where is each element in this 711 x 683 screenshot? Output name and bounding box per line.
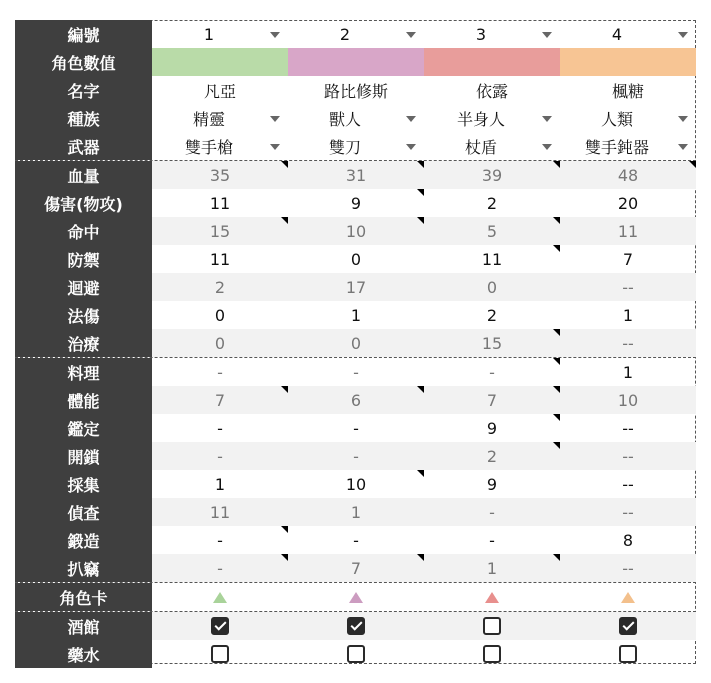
row-header: 酒館 xyxy=(15,612,152,640)
card-cell[interactable] xyxy=(288,583,424,611)
cell-value: -- xyxy=(622,418,634,438)
row-header: 角色卡 xyxy=(15,583,152,611)
row-scout xyxy=(15,498,696,526)
appr-cell[interactable] xyxy=(560,414,696,442)
cell-value: -- xyxy=(622,474,634,494)
heal-cell[interactable] xyxy=(424,329,560,357)
row-mag xyxy=(15,301,696,329)
card-triangle-icon xyxy=(621,592,635,603)
card-cell[interactable] xyxy=(152,583,288,611)
atk-cell[interactable] xyxy=(424,189,560,217)
comment-marker-icon[interactable] xyxy=(553,442,560,449)
comment-marker-icon[interactable] xyxy=(553,329,560,336)
name-cell[interactable]: 楓糖 xyxy=(611,81,644,101)
cell-value: 1 xyxy=(486,558,498,578)
dropdown-arrow-icon[interactable] xyxy=(678,144,688,150)
row-eva xyxy=(15,273,696,301)
eva-cell[interactable] xyxy=(288,273,424,301)
color-swatch xyxy=(288,48,424,76)
row-potion xyxy=(15,640,696,668)
cell-value: 杖盾 xyxy=(464,137,497,157)
name-cell[interactable]: 依露 xyxy=(475,81,508,101)
def-cell[interactable] xyxy=(288,245,424,273)
eva-cell[interactable] xyxy=(424,273,560,301)
color-cell[interactable] xyxy=(424,48,560,76)
comment-marker-icon[interactable] xyxy=(553,554,560,561)
cell-value: 15 xyxy=(481,333,503,353)
potion-checkbox[interactable] xyxy=(619,645,637,663)
forge-cell[interactable] xyxy=(560,526,696,554)
row-heal xyxy=(15,329,696,358)
cell-value: 35 xyxy=(209,165,231,185)
atk-cell[interactable] xyxy=(560,189,696,217)
cell-value: 31 xyxy=(345,165,367,185)
card-triangle-icon xyxy=(485,592,499,603)
cell-value: 48 xyxy=(617,165,639,185)
potion-checkbox[interactable] xyxy=(483,645,501,663)
cell-value: 1 xyxy=(350,305,362,325)
cell-value: - xyxy=(353,530,359,550)
lock-cell[interactable] xyxy=(424,442,560,470)
cell-value: -- xyxy=(622,333,634,353)
cell-value: 獸人 xyxy=(328,109,361,129)
stam-cell[interactable] xyxy=(424,386,560,414)
color-cell[interactable] xyxy=(288,48,424,76)
appr-cell[interactable] xyxy=(288,414,424,442)
cell-value: 9 xyxy=(486,418,498,438)
row-header: 鑑定 xyxy=(15,414,152,442)
cell-value: 半身人 xyxy=(456,109,505,129)
cell-value: - xyxy=(489,502,495,522)
def-cell[interactable] xyxy=(152,245,288,273)
comment-marker-icon[interactable] xyxy=(417,189,424,196)
row-forge xyxy=(15,526,696,554)
scout-cell[interactable] xyxy=(288,498,424,526)
row-tavern xyxy=(15,612,696,640)
cook-cell[interactable] xyxy=(424,358,560,386)
cook-cell[interactable] xyxy=(288,358,424,386)
cell-value: -- xyxy=(622,277,634,297)
row-header: 種族 xyxy=(15,104,152,132)
cell-value: 9 xyxy=(350,193,362,213)
cell-value: 1 xyxy=(622,305,634,325)
card-cell[interactable] xyxy=(560,583,696,611)
scout-cell[interactable] xyxy=(424,498,560,526)
dropdown-arrow-icon[interactable] xyxy=(542,144,552,150)
row-header: 迴避 xyxy=(15,273,152,301)
row-color xyxy=(15,48,696,76)
cell-value: 0 xyxy=(350,333,362,353)
cook-cell[interactable] xyxy=(152,358,288,386)
row-header: 偵查 xyxy=(15,498,152,526)
steal-cell[interactable] xyxy=(560,554,696,582)
cell-value: 11 xyxy=(617,221,639,241)
tavern-cell xyxy=(152,612,288,640)
cell-value: -- xyxy=(622,446,634,466)
stam-cell[interactable] xyxy=(152,386,288,414)
scout-cell[interactable] xyxy=(560,498,696,526)
hp-cell[interactable] xyxy=(560,161,696,189)
cell-value: 11 xyxy=(481,249,503,269)
cell-value: 1 xyxy=(350,502,362,522)
comment-marker-icon[interactable] xyxy=(553,217,560,224)
potion-cell xyxy=(424,640,560,668)
atk-cell[interactable] xyxy=(288,189,424,217)
def-cell[interactable] xyxy=(424,245,560,273)
row-id xyxy=(15,20,696,48)
comment-marker-icon[interactable] xyxy=(553,386,560,393)
cell-value: 1 xyxy=(203,24,215,44)
weapon-cell[interactable] xyxy=(152,132,288,160)
dropdown-arrow-icon[interactable] xyxy=(678,116,688,122)
cell-value: 0 xyxy=(350,249,362,269)
cell-value: - xyxy=(353,446,359,466)
comment-marker-icon[interactable] xyxy=(281,386,288,393)
cell-value: 0 xyxy=(214,333,226,353)
lock-cell[interactable] xyxy=(288,442,424,470)
comment-marker-icon[interactable] xyxy=(417,161,424,168)
cell-value: 5 xyxy=(486,221,498,241)
row-header: 法傷 xyxy=(15,301,152,329)
lock-cell[interactable] xyxy=(152,442,288,470)
row-header: 血量 xyxy=(15,161,152,189)
cell-value: 1 xyxy=(214,474,226,494)
tavern-checkbox[interactable] xyxy=(619,617,637,635)
comment-marker-icon[interactable] xyxy=(281,161,288,168)
comment-marker-icon[interactable] xyxy=(553,161,560,168)
comment-marker-icon[interactable] xyxy=(417,554,424,561)
comment-marker-icon[interactable] xyxy=(281,217,288,224)
steal-cell[interactable] xyxy=(288,554,424,582)
appr-cell[interactable] xyxy=(152,414,288,442)
cell-value: - xyxy=(353,418,359,438)
row-header: 防禦 xyxy=(15,245,152,273)
cell-value: 雙手鈍器 xyxy=(584,137,649,157)
cell-value: 10 xyxy=(345,474,367,494)
race-cell[interactable] xyxy=(288,104,424,132)
cell-value: 精靈 xyxy=(192,109,225,129)
row-header: 命中 xyxy=(15,217,152,245)
row-weapon xyxy=(15,132,696,161)
cell-value: 雙手槍 xyxy=(184,137,233,157)
comment-marker-icon[interactable] xyxy=(281,526,288,533)
cell-value: 17 xyxy=(345,277,367,297)
row-atk xyxy=(15,189,696,217)
color-swatch xyxy=(152,48,288,76)
steal-cell[interactable] xyxy=(152,554,288,582)
cell-value: 10 xyxy=(617,390,639,410)
weapon-cell[interactable] xyxy=(424,132,560,160)
id-cell[interactable] xyxy=(152,20,288,48)
row-header: 傷害(物攻) xyxy=(15,189,152,217)
row-lock xyxy=(15,442,696,470)
gath-cell[interactable] xyxy=(288,470,424,498)
comment-marker-icon[interactable] xyxy=(553,245,560,252)
mag-cell[interactable] xyxy=(288,301,424,329)
forge-cell[interactable] xyxy=(288,526,424,554)
hp-cell[interactable] xyxy=(288,161,424,189)
cell-value: 15 xyxy=(209,221,231,241)
dropdown-arrow-icon[interactable] xyxy=(270,116,280,122)
potion-checkbox[interactable] xyxy=(347,645,365,663)
name-cell[interactable]: 路比修斯 xyxy=(323,81,388,101)
cell-value: 0 xyxy=(214,305,226,325)
heal-cell[interactable] xyxy=(152,329,288,357)
weapon-cell[interactable] xyxy=(288,132,424,160)
eva-cell[interactable] xyxy=(152,273,288,301)
dropdown-arrow-icon[interactable] xyxy=(542,116,552,122)
id-cell[interactable] xyxy=(560,20,696,48)
row-card xyxy=(15,583,696,612)
scout-cell[interactable] xyxy=(152,498,288,526)
cell-value: 2 xyxy=(214,277,226,297)
eva-cell[interactable] xyxy=(560,273,696,301)
row-name xyxy=(15,76,696,104)
lock-cell[interactable] xyxy=(560,442,696,470)
dropdown-arrow-icon[interactable] xyxy=(678,32,688,38)
dropdown-arrow-icon[interactable] xyxy=(270,144,280,150)
potion-cell xyxy=(288,640,424,668)
def-cell[interactable] xyxy=(560,245,696,273)
cell-value: - xyxy=(217,446,223,466)
heal-cell[interactable] xyxy=(560,329,696,357)
comment-marker-icon[interactable] xyxy=(553,414,560,421)
row-header: 編號 xyxy=(15,20,152,48)
cell-value: 11 xyxy=(209,502,231,522)
cell-value: 8 xyxy=(622,530,634,550)
potion-cell xyxy=(560,640,696,668)
color-swatch xyxy=(424,48,560,76)
hit-cell[interactable] xyxy=(288,217,424,245)
mag-cell[interactable] xyxy=(152,301,288,329)
card-triangle-icon xyxy=(349,592,363,603)
potion-cell xyxy=(152,640,288,668)
row-header: 治療 xyxy=(15,329,152,357)
row-header: 名字 xyxy=(15,76,152,104)
row-header: 料理 xyxy=(15,358,152,386)
row-header: 武器 xyxy=(15,132,152,160)
cell-value: - xyxy=(353,362,359,382)
row-header: 鍛造 xyxy=(15,526,152,554)
stam-cell[interactable] xyxy=(560,386,696,414)
cell-value: 7 xyxy=(350,558,362,578)
gath-cell[interactable] xyxy=(560,470,696,498)
cell-value: 2 xyxy=(339,24,351,44)
hit-cell[interactable] xyxy=(424,217,560,245)
cell-value: 6 xyxy=(350,390,362,410)
tavern-checkbox[interactable] xyxy=(483,617,501,635)
forge-cell[interactable] xyxy=(424,526,560,554)
card-cell[interactable] xyxy=(424,583,560,611)
cell-value: 3 xyxy=(475,24,487,44)
comment-marker-icon[interactable] xyxy=(689,161,696,168)
comment-marker-icon[interactable] xyxy=(417,217,424,224)
row-race xyxy=(15,104,696,132)
heal-cell[interactable] xyxy=(288,329,424,357)
row-header: 藥水 xyxy=(15,640,152,668)
cell-value: 4 xyxy=(611,24,623,44)
row-cook xyxy=(15,358,696,386)
row-header: 角色數值 xyxy=(15,48,152,76)
cell-value: 9 xyxy=(486,474,498,494)
tavern-cell xyxy=(288,612,424,640)
row-hp xyxy=(15,161,696,189)
color-cell[interactable] xyxy=(560,48,696,76)
cell-value: 2 xyxy=(486,305,498,325)
mag-cell[interactable] xyxy=(560,301,696,329)
name-cell[interactable]: 凡亞 xyxy=(203,81,236,101)
cell-value: 20 xyxy=(617,193,639,213)
appr-cell[interactable] xyxy=(424,414,560,442)
atk-cell[interactable] xyxy=(152,189,288,217)
cell-value: 7 xyxy=(622,249,634,269)
race-cell[interactable] xyxy=(152,104,288,132)
potion-checkbox[interactable] xyxy=(211,645,229,663)
cell-value: 0 xyxy=(486,277,498,297)
cell-value: 7 xyxy=(214,390,226,410)
tavern-checkbox[interactable] xyxy=(347,617,365,635)
race-cell[interactable] xyxy=(424,104,560,132)
row-header: 扒竊 xyxy=(15,554,152,582)
cell-value: 11 xyxy=(209,249,231,269)
hp-cell[interactable] xyxy=(424,161,560,189)
row-gath xyxy=(15,470,696,498)
cell-value: -- xyxy=(622,502,634,522)
id-cell[interactable] xyxy=(288,20,424,48)
cell-value: 人類 xyxy=(600,109,633,129)
dropdown-arrow-icon[interactable] xyxy=(542,32,552,38)
cell-value: -- xyxy=(622,558,634,578)
id-cell[interactable] xyxy=(424,20,560,48)
color-cell[interactable] xyxy=(152,48,288,76)
cell-value: - xyxy=(489,530,495,550)
cell-value: - xyxy=(217,530,223,550)
hit-cell[interactable] xyxy=(560,217,696,245)
dropdown-arrow-icon[interactable] xyxy=(270,32,280,38)
cook-cell[interactable] xyxy=(560,358,696,386)
mag-cell[interactable] xyxy=(424,301,560,329)
cell-value: 1 xyxy=(622,362,634,382)
race-cell[interactable] xyxy=(560,104,696,132)
cell-value: 10 xyxy=(345,221,367,241)
cell-value: 雙刀 xyxy=(328,137,361,157)
comment-marker-icon[interactable] xyxy=(417,386,424,393)
dropdown-arrow-icon[interactable] xyxy=(406,144,416,150)
row-steal xyxy=(15,554,696,583)
comment-marker-icon[interactable] xyxy=(417,470,424,477)
tavern-cell xyxy=(424,612,560,640)
tavern-checkbox[interactable] xyxy=(211,617,229,635)
cell-value: 2 xyxy=(486,193,498,213)
weapon-cell[interactable] xyxy=(560,132,696,160)
cell-value: - xyxy=(217,418,223,438)
row-header: 開鎖 xyxy=(15,442,152,470)
dropdown-arrow-icon[interactable] xyxy=(406,32,416,38)
cell-value: - xyxy=(217,362,223,382)
color-swatch xyxy=(560,48,696,76)
cell-value: 7 xyxy=(486,390,498,410)
character-stats-sheet xyxy=(15,20,696,668)
hp-cell[interactable] xyxy=(152,161,288,189)
cell-value: 11 xyxy=(209,193,231,213)
card-triangle-icon xyxy=(213,592,227,603)
row-appr xyxy=(15,414,696,442)
cell-value: 2 xyxy=(486,446,498,466)
steal-cell[interactable] xyxy=(424,554,560,582)
row-def xyxy=(15,245,696,273)
row-hit xyxy=(15,217,696,245)
comment-marker-icon[interactable] xyxy=(281,554,288,561)
tavern-cell xyxy=(560,612,696,640)
stam-cell[interactable] xyxy=(288,386,424,414)
gath-cell[interactable] xyxy=(152,470,288,498)
cell-value: - xyxy=(217,558,223,578)
gath-cell[interactable] xyxy=(424,470,560,498)
row-header: 體能 xyxy=(15,386,152,414)
forge-cell[interactable] xyxy=(152,526,288,554)
row-header: 採集 xyxy=(15,470,152,498)
dropdown-arrow-icon[interactable] xyxy=(406,116,416,122)
comment-marker-icon[interactable] xyxy=(553,358,560,365)
row-stam xyxy=(15,386,696,414)
hit-cell[interactable] xyxy=(152,217,288,245)
cell-value: - xyxy=(489,362,495,382)
cell-value: 39 xyxy=(481,165,503,185)
